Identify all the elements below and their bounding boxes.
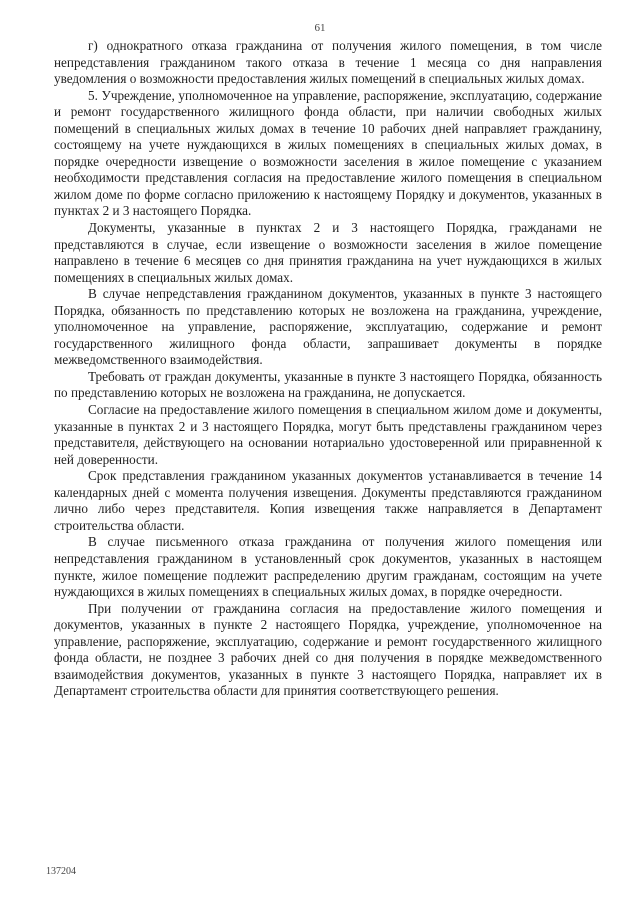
paragraph-not-allowed: Требовать от граждан документы, указанные в пункте 3 настоящего Порядка, обязанность по представлению которых не возложена на гражданина, не допускается. bbox=[54, 368, 602, 401]
paragraph-documents-not-required: Документы, указанные в пунктах 2 и 3 настоящего Порядка, гражданами не представляются в случае, если извещение о возможности заселения в жилое помещение направлено в течение 6 месяцев со дня принятия гражданина на учет нуждающихся в жилых помещениях в специальных жилых домах. bbox=[54, 220, 602, 285]
paragraph-forwarding: При получении от гражданина согласия на предоставление жилого помещения и документов, указанных в пункте 2 настоящего Порядка, учреждение, уполномоченное на управление, распоряжение, эксплуатацию, содержание и ремонт государственного жилищного фонда области, не позднее 3 рабочих дней со дня получения в порядке межведомственного взаимодействия документов, указанных в пункте 3 настоящего Порядка, направляет их в Департамент строительства области для принятия соответствующего решения. bbox=[54, 600, 602, 699]
paragraph-interagency-request: В случае непредставления гражданином документов, указанных в пункте 3 настоящего Порядка, обязанность по представлению которых не возложена на гражданина, учреждение, уполномоченное на управление, распоряжение, эксплуатацию, содержание и ремонт государственного жилищного фонда области, запрашивает документы в порядке межведомственного взаимодействия. bbox=[54, 286, 602, 368]
paragraph-deadline: Срок представления гражданином указанных документов устанавливается в течение 14 календарных дней с момента получения извещения. Документы представляются гражданином лично либо через представителя. Копия извещения также направляется в Департамент строительства области. bbox=[54, 468, 602, 533]
document-body bbox=[54, 38, 602, 700]
document-code: 137204 bbox=[46, 866, 76, 877]
paragraph-refusal-redistribution: В случае письменного отказа гражданина от получения жилого помещения или непредставления гражданином в установленный срок документов, указанных в настоящем пункте, жилое помещение подлежит распределению другим гражданам, состоящим на учете нуждающихся в жилых помещениях в специальных жилых домах, в порядке очередности. bbox=[54, 534, 602, 600]
paragraph-g-refusal: г) однократного отказа гражданина от получения жилого помещения, в том числе непредставления гражданином такого отказа в течение 1 месяца со дня направления уведомления о возможности предоставления жилых помещений в специальных жилых домах. bbox=[54, 38, 602, 87]
paragraph-representative: Согласие на предоставление жилого помещения в специальном жилом доме и документы, указанные в пунктах 2 и 3 настоящего Порядка, могут быть представлены гражданином через представителя, действующего на основании нотариально удостоверенной или приравненной к ней доверенности. bbox=[54, 402, 602, 467]
paragraph-5-institution-notice: 5. Учреждение, уполномоченное на управление, распоряжение, эксплуатацию, содержание и ремонт государственного жилищного фонда области, при наличии свободных жилых помещений в специальных жилых домах в течение 10 рабочих дней направляет гражданину, состоящему на учете нуждающихся в жилых помещениях в специальных жилых домах, в порядке очередности извещение о возможности заселения в жилое помещение с указанием необходимости представления согласия на предоставление жилого помещения в специальном жилом доме по форме согласно приложению к настоящему Порядку и документов, указанных в пунктах 2 и 3 настоящего Порядка. bbox=[54, 87, 602, 219]
page-number: 61 bbox=[314, 22, 326, 34]
